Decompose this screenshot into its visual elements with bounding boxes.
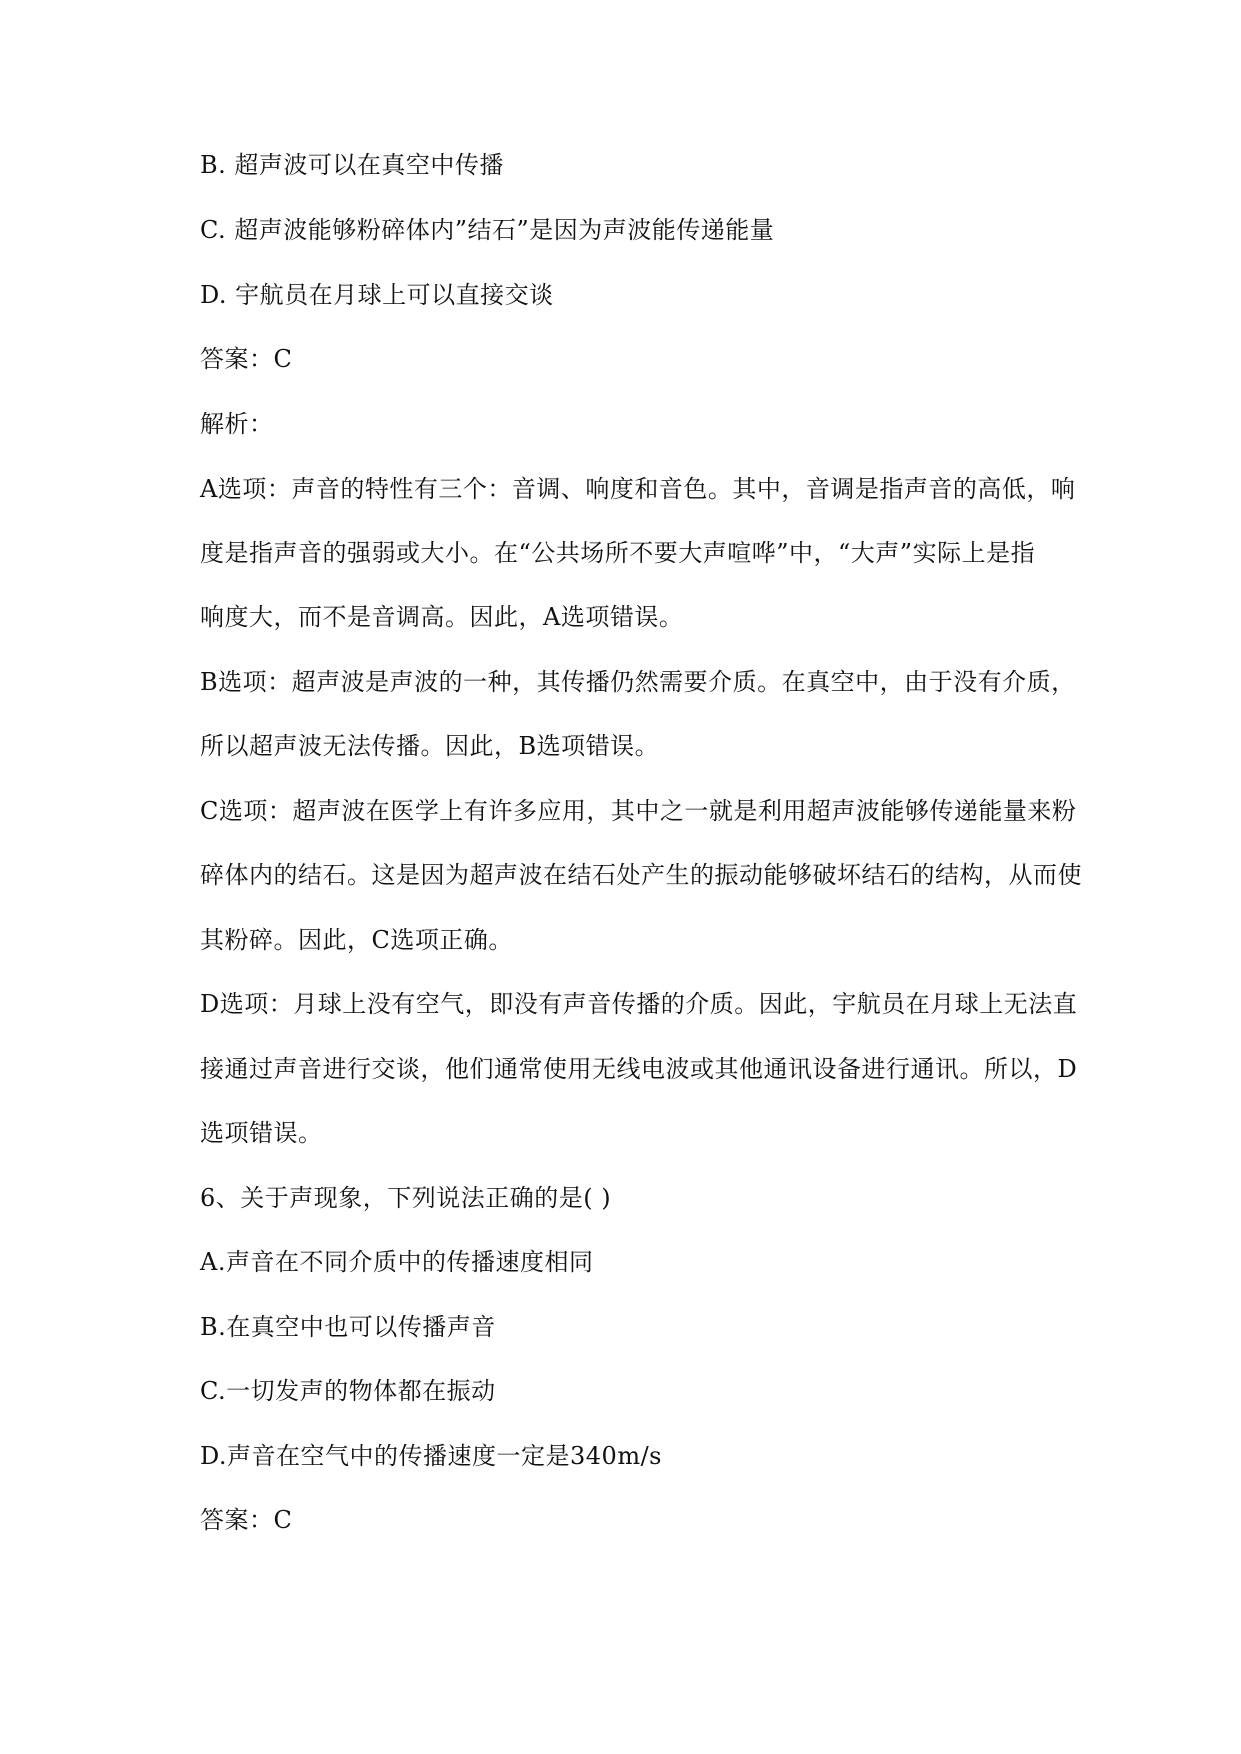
analysis-a-line-1: A选项：声音的特性有三个：音调、响度和音色。其中，音调是指声音的高低，响 [200, 475, 1076, 503]
analysis-c-line-3: 其粉碎。因此，C选项正确。 [200, 926, 513, 954]
analysis-heading: 解析： [200, 410, 274, 438]
option-b-line: B. 超声波可以在真空中传播 [200, 151, 504, 179]
analysis-d-line-3: 选项错误。 [200, 1119, 323, 1147]
analysis-c-line-1: C选项：超声波在医学上有许多应用，其中之一就是利用超声波能够传递能量来粉 [200, 797, 1077, 825]
question-6-option-a: A.声音在不同介质中的传播速度相同 [200, 1248, 594, 1276]
analysis-a-line-2: 度是指声音的强弱或大小。在“公共场所不要大声喧哗”中，“大声”实际上是指 [200, 539, 1036, 567]
option-d-line: D. 宇航员在月球上可以直接交谈 [200, 281, 554, 309]
analysis-d-line-1: D选项：月球上没有空气，即没有声音传播的介质。因此，宇航员在月球上无法直 [200, 990, 1078, 1018]
question-6-option-b: B.在真空中也可以传播声音 [200, 1313, 496, 1341]
analysis-d-line-2: 接通过声音进行交谈，他们通常使用无线电波或其他通讯设备进行通讯。所以，D [200, 1055, 1078, 1083]
option-c-line: C. 超声波能够粉碎体内”结石”是因为声波能传递能量 [200, 216, 775, 244]
analysis-b-line-2: 所以超声波无法传播。因此，B选项错误。 [200, 732, 660, 760]
question-6-option-c: C.一切发声的物体都在振动 [200, 1377, 496, 1405]
analysis-b-line-1: B选项：超声波是声波的一种，其传播仍然需要介质。在真空中，由于没有介质， [200, 668, 1076, 696]
analysis-c-line-2: 碎体内的结石。这是因为超声波在结石处产生的振动能够破坏结石的结构，从而使 [200, 861, 1082, 889]
analysis-a-line-3: 响度大，而不是音调高。因此，A选项错误。 [200, 603, 684, 631]
answer-line: 答案：C [200, 345, 293, 373]
question-6-stem: 6、关于声现象，下列说法正确的是( ) [200, 1184, 612, 1212]
question-6-answer: 答案：C [200, 1506, 293, 1534]
question-6-option-d: D.声音在空气中的传播速度一定是340m/s [200, 1442, 662, 1470]
